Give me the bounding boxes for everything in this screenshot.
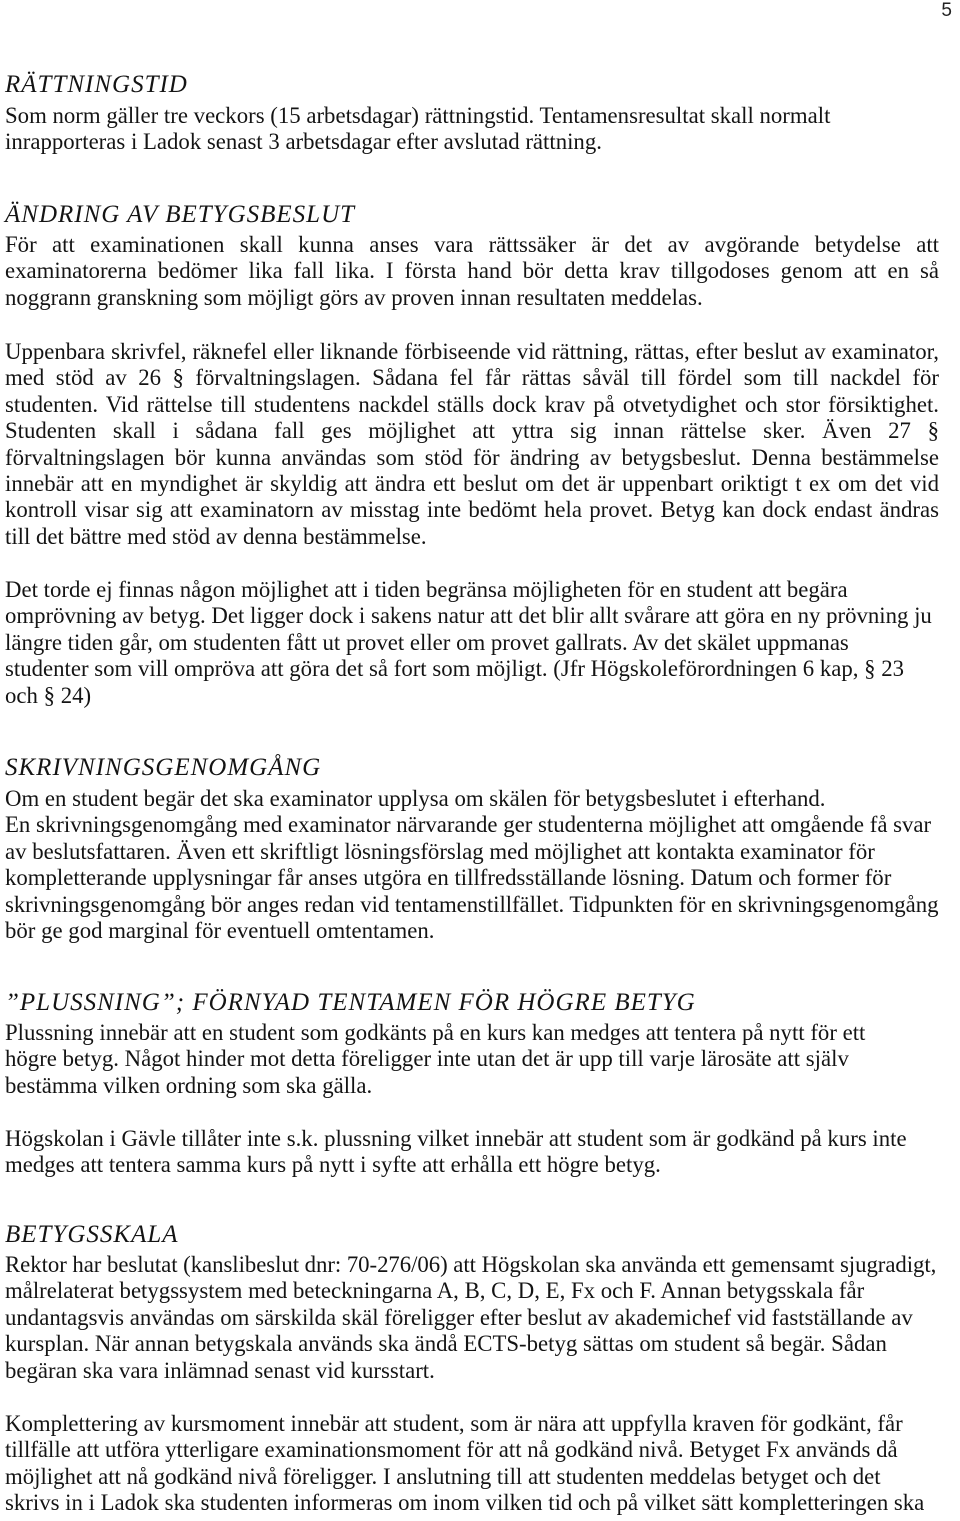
paragraph-line: En skrivningsgenomgång med examinator närvarande ger studenterna möjlighet att omgående få svar [5, 812, 932, 838]
paragraph-line: examinatorerna bedömer lika fall lika. I första hand bör detta krav tillgodoses genom att en så [5, 258, 939, 284]
paragraph-line: Uppenbara skrivfel, räknefel eller liknande förbiseende vid rättning, rättas, efter beslut av examinator, [5, 339, 939, 364]
section-heading-skrivningsgenomgang: SKRIVNINGSGENOMGÅNG [5, 754, 322, 781]
paragraph-hogskolan-i-gavle [5, 1126, 939, 1179]
section-heading-rattningstid: RÄTTNINGSTID [5, 71, 188, 98]
paragraph-line: Rektor har beslutat (kanslibeslut dnr: 70-276/06) att Högskolan ska använda ett gemensamt sjugradigt, [5, 1252, 937, 1277]
paragraph-line: förvaltningslagen bör kunna användas som stöd för ändring av betygsbeslut. Denna bestämmelse [5, 444, 939, 470]
paragraph-line: skrivs in i Ladok ska studenten informeras om inom vilken tid och på vilket sätt kompletteringen ska [5, 1490, 925, 1516]
paragraph-line: Som norm gäller tre veckors (15 arbetsdagar) rättningstid. Tentamensresultat skall normalt [5, 103, 831, 128]
paragraph-line: till det bättre med stöd av denna bestämmelse. [5, 523, 427, 549]
section-heading-betygsskala: BETYGSSKALA [5, 1221, 179, 1248]
paragraph-line: medges att tentera samma kurs på nytt i syfte att erhålla ett högre betyg. [5, 1152, 661, 1178]
section-heading-plussning: ”PLUSSNING”; FÖRNYAD TENTAMEN FÖR HÖGRE BETYG [5, 989, 696, 1016]
paragraph-line: skrivningsgenomgång bör anges redan vid tentamenstillfället. Tidpunkten för en skrivningsgenomgång [5, 891, 939, 917]
paragraph-line: längre tiden går, om studenten fått ut provet eller om provet gallrats. Av det skälet uppmanas [5, 629, 849, 655]
paragraph-line: bör ge god marginal för eventuell omtentamen. [5, 918, 435, 944]
paragraph-line: av beslutsfattaren. Även ett skriftligt lösningsförslag med möjlighet att kontakta examinator för [5, 838, 875, 864]
paragraph-betygsskala [5, 1252, 939, 1384]
paragraph-line: målrelaterat betygssystem med beteckningarna A, B, C, D, E, Fx och F. Annan betygsskala får [5, 1278, 865, 1304]
paragraph-line: högre betyg. Något hinder mot detta föreligger inte utan det är upp till varje lärosäte att själv [5, 1046, 849, 1072]
paragraph-line: med stöd av 26 § förvaltningslagen. Sådana fel får rättas såväl till fördel som till nackdel för [5, 365, 939, 391]
paragraph-komplettering [5, 1411, 939, 1517]
paragraph-line: Komplettering av kursmoment innebär att student, som är nära att uppfylla kraven för godkänt, får [5, 1411, 903, 1436]
paragraph-line: Plussning innebär att en student som godkänts på en kurs kan medges att tentera på nytt för ett [5, 1020, 866, 1045]
paragraph-plussning [5, 1020, 939, 1099]
paragraph-skrivningsgenomgang [5, 786, 939, 944]
page-number: 5 [941, 0, 952, 21]
paragraph-line: kompletterande upplysningar får anses utgöra en tillfredsställande lösning. Datum och former för [5, 865, 892, 891]
paragraph-line: Högskolan i Gävle tillåter inte s.k. plussning vilket innebär att student som är godkänd på kurs inte [5, 1126, 907, 1151]
paragraph-rattssakerhet [5, 232, 939, 311]
paragraph-line: omprövning av betyg. Det ligger dock i sakens natur att det blir allt svårare att göra en ny prövning ju [5, 603, 932, 629]
paragraph-line: undantagsvis användas om särskilda skäl föreligger efter beslut av akademichef vid fastställande av [5, 1304, 913, 1330]
paragraph-line: kontroll visar sig att examinatorn av misstag inte bedömt hela provet. Betyg kan dock endast ändras [5, 497, 939, 523]
paragraph-omprovning [5, 577, 939, 709]
paragraph-uppenbara-skrivfel [5, 339, 939, 550]
paragraph-line: begäran ska vara inlämnad senast vid kursstart. [5, 1357, 435, 1383]
paragraph-line: och § 24) [5, 682, 92, 708]
section-heading-andring-av-betygsbeslut: ÄNDRING AV BETYGSBESLUT [5, 201, 356, 228]
paragraph-line: Det torde ej finnas någon möjlighet att i tiden begränsa möjligheten för en student att begära [5, 577, 848, 602]
paragraph-line: bestämma vilken ordning som ska gälla. [5, 1072, 373, 1098]
paragraph-line: kursplan. När annan betygskala används ska ändå ECTS-betyg sättas om student så begär. Sådan [5, 1331, 887, 1357]
paragraph-line: noggrann granskning som möjligt görs av proven innan resultaten meddelas. [5, 284, 703, 310]
paragraph-line: Om en student begär det ska examinator upplysa om skälen för betygsbeslutet i efterhand. [5, 786, 826, 811]
paragraph-line: studenter som vill ompröva att göra det så fort som möjligt. (Jfr Högskoleförordningen 6 kap, § 23 [5, 656, 905, 682]
paragraph-line: För att examinationen skall kunna anses vara rättssäker är det av avgörande betydelse att [5, 232, 939, 257]
paragraph-line: studenten. Vid rättelse till studentens nackdel ställs dock krav på otvetydighet och stor försiktighet. [5, 391, 939, 417]
paragraph-line: tillfälle att utföra ytterligare examinationsmoment för att nå godkänd nivå. Betyget Fx används då [5, 1437, 898, 1463]
paragraph-line: Studenten skall i sådana fall ges möjlighet att yttra sig innan rättelse sker. Även 27 § [5, 418, 939, 444]
paragraph-line: innebär att en myndighet är skyldig att ändra ett beslut om det är uppenbart oriktigt t ex om det vid [5, 471, 939, 497]
paragraph-line: inrapporteras i Ladok senast 3 arbetsdagar efter avslutad rättning. [5, 129, 602, 155]
paragraph-rattningstid [5, 103, 939, 156]
paragraph-line: möjlighet att nå godkänd nivå föreligger. I anslutning till att studenten meddelas betyget och det [5, 1463, 881, 1489]
